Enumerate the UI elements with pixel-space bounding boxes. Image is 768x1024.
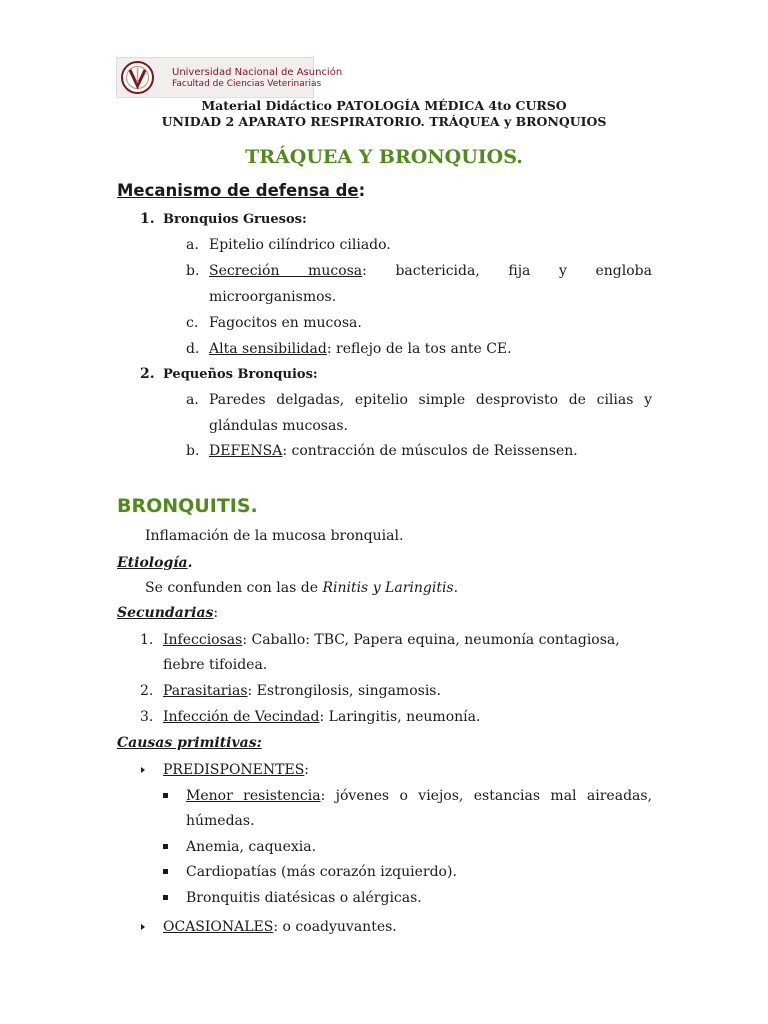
list-item: Cardiopatías (más corazón izquierdo). [186, 864, 457, 880]
list-item: DEFENSA: contracción de músculos de Reissensen. [209, 443, 578, 459]
square-bullet-icon [163, 869, 168, 874]
list-item: Secreción mucosa: bactericida, fija y engloba [209, 263, 652, 279]
square-bullet-icon [163, 895, 168, 900]
list-item-continuation: húmedas. [186, 813, 255, 829]
logo-faculty-name: Facultad de Ciencias Veterinarias [172, 79, 322, 89]
list-item: Fagocitos en mucosa. [209, 315, 362, 331]
etiologia-label: Etiología. [117, 555, 193, 571]
list-item-continuation: fiebre tifoidea. [163, 657, 268, 673]
list-number: 1. [140, 632, 154, 648]
list-item: Epitelio cilíndrico ciliado. [209, 237, 391, 253]
etiologia-text: Se confunden con las de Rinitis y Laringitis. [145, 580, 459, 596]
list-marker: b. [186, 443, 200, 459]
arrow-bullet-icon [141, 924, 145, 930]
square-bullet-icon [163, 844, 168, 849]
ocasionales-item: OCASIONALES: o coadyuvantes. [163, 919, 397, 935]
list-item-continuation: microorganismos. [209, 289, 337, 305]
logo-university-name: Universidad Nacional de Asunción [172, 67, 343, 78]
list-item: Anemia, caquexia. [186, 839, 317, 855]
header-line-2: UNIDAD 2 APARATO RESPIRATORIO. TRÁQUEA y BRONQUIOS [161, 114, 607, 129]
mechanism-heading: Mecanismo de defensa de: [117, 181, 366, 200]
pequenos-bronquios-label: Pequeños Bronquios: [163, 367, 318, 382]
university-seal-icon [121, 61, 154, 94]
secundarias-label: Secundarias: [117, 605, 219, 621]
bronquitis-intro: Inflamación de la mucosa bronquial. [145, 528, 404, 544]
list-marker: b. [186, 263, 200, 279]
list-marker: a. [186, 392, 199, 408]
list-number: 2. [140, 366, 155, 382]
list-item: Parasitarias: Estrongilosis, singamosis. [163, 683, 441, 699]
header-line-1: Material Didáctico PATOLOGÍA MÉDICA 4to CURSO [201, 98, 567, 113]
list-marker: a. [186, 237, 199, 253]
list-item: Infección de Vecindad: Laringitis, neumonía. [163, 709, 481, 725]
list-item: Bronquitis diatésicas o alérgicas. [186, 890, 422, 906]
causas-primitivas-label: Causas primitivas: [117, 735, 262, 751]
university-logo [116, 57, 343, 98]
list-marker: d. [186, 341, 200, 357]
square-bullet-icon [163, 793, 168, 798]
list-number: 3. [140, 709, 154, 725]
list-item: Infecciosas: Caballo: TBC, Papera equina, neumonía contagiosa, [163, 632, 620, 648]
list-item-continuation: glándulas mucosas. [209, 418, 348, 434]
list-marker: c. [186, 315, 199, 331]
bronquios-gruesos-label: Bronquios Gruesos: [163, 212, 307, 227]
arrow-bullet-icon [141, 767, 145, 773]
page-title: TRÁQUEA Y BRONQUIOS. [245, 146, 523, 168]
list-number: 2. [140, 683, 154, 699]
bronquitis-heading: BRONQUITIS. [117, 495, 258, 517]
list-number: 1. [140, 211, 155, 227]
list-item: Alta sensibilidad: reflejo de la tos ante CE. [209, 341, 512, 357]
predisponentes-item: PREDISPONENTES: [163, 762, 310, 778]
list-item: Paredes delgadas, epitelio simple desprovisto de cilias y [209, 392, 652, 408]
list-item: Menor resistencia: jóvenes o viejos, estancias mal aireadas, [186, 788, 653, 804]
